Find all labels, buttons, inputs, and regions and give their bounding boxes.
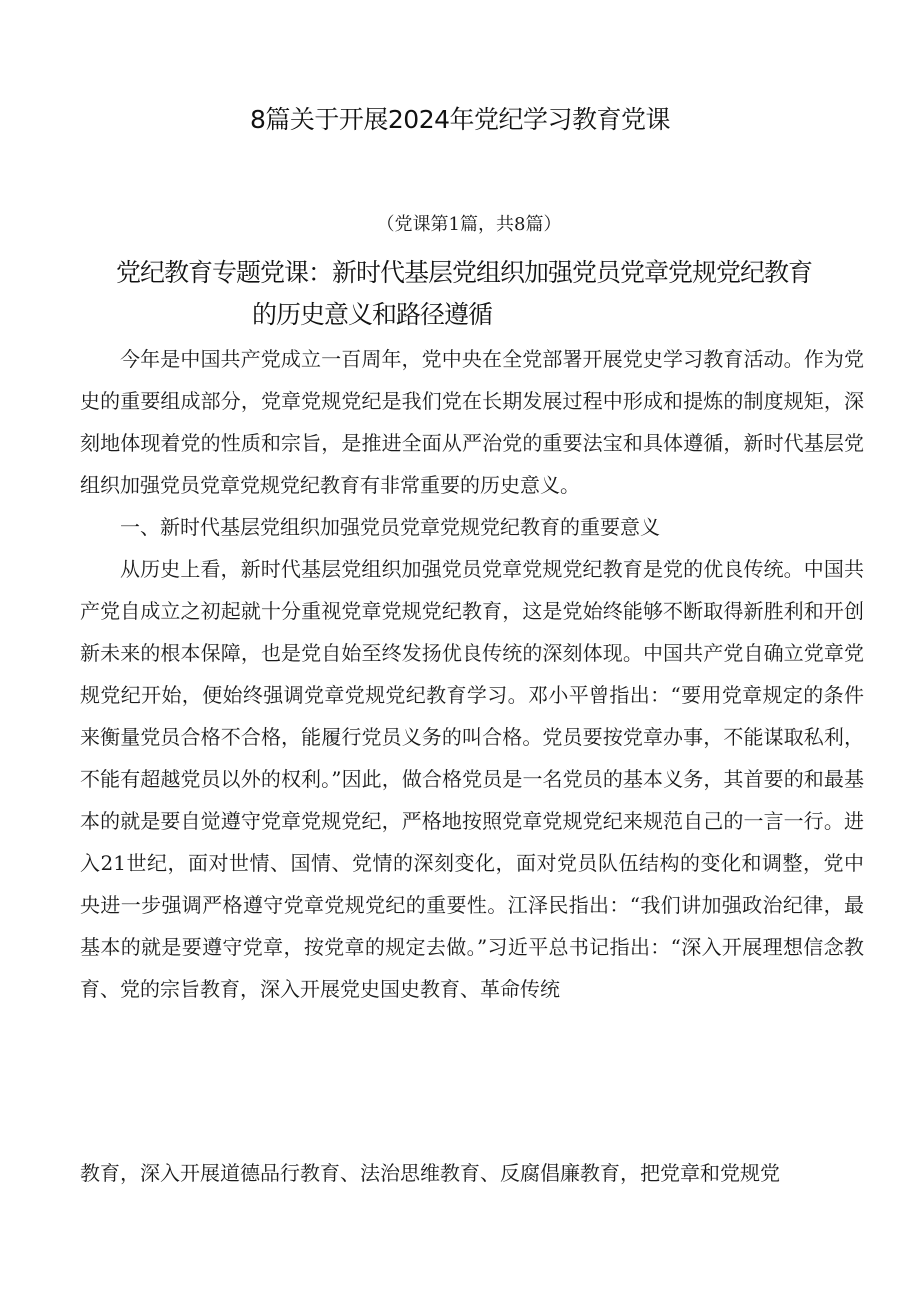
paragraph-history: 从历史上看，新时代基层党组织加强党员党章党规党纪教育是党的优良传统。中国共产党自成立之初起就十分重视党章党规党纪教育，这是党始终能够不断取得新胜利和开创新未来的根本保障，也是党自始至终发扬优良传统的深刻体现。中国共产党自确立党章党规党纪开始，便始终强调党章党规党纪教育学习。邓小平曾指出：“要用党章规定的条件来衡量党员合格不合格，能履行党员义务的叫合格。党员要按党章办事，不能谋取私利，不能有超越党员以外的权利。”因此，做合格党员是一名党员的基本义务，其首要的和最基本的就是要自觉遵守党章党规党纪，严格地按照党章党规党纪来规范自己的一言一行。进入21世纪，面对世情、国情、党情的深刻变化，面对党员队伍结构的变化和调整，党中央进一步强调严格遵守党章党规党纪的重要性。江泽民指出：“我们讲加强政治纪律，最基本的就是要遵守党章，按党章的规定去做。”习近平总书记指出：“深入开展理想信念教育、党的宗旨教育，深入开展党史国史教育、革命传统 bbox=[80, 557, 864, 1001]
section-title-line-2: 的历史意义和路径遵循 bbox=[252, 300, 493, 329]
section-title-line-1: 党纪教育专题党课：新时代基层党组织加强党员党章党规党纪教育 bbox=[116, 258, 813, 287]
part-label: （党课第1篇，共8篇） bbox=[376, 214, 562, 235]
section-title bbox=[80, 252, 880, 336]
body-text bbox=[80, 338, 864, 1010]
paragraph-continuation: 教育，深入开展道德品行教育、法治思维教育、反腐倡廉教育，把党章和党规党 bbox=[80, 1161, 780, 1185]
document-title: 8篇关于开展2024年党纪学习教育党课 bbox=[249, 105, 671, 134]
paragraph-heading-1: 一、新时代基层党组织加强党员党章党规党纪教育的重要意义 bbox=[120, 515, 660, 539]
paragraph-intro: 今年是中国共产党成立一百周年，党中央在全党部署开展党史学习教育活动。作为党史的重要组成部分，党章党规党纪是我们党在长期发展过程中形成和提炼的制度规矩，深刻地体现着党的性质和宗旨，是推进全面从严治党的重要法宝和具体遵循，新时代基层党组织加强党员党章党规党纪教育有非常重要的历史意义。 bbox=[80, 347, 864, 497]
body-text-continuation bbox=[80, 1152, 864, 1194]
